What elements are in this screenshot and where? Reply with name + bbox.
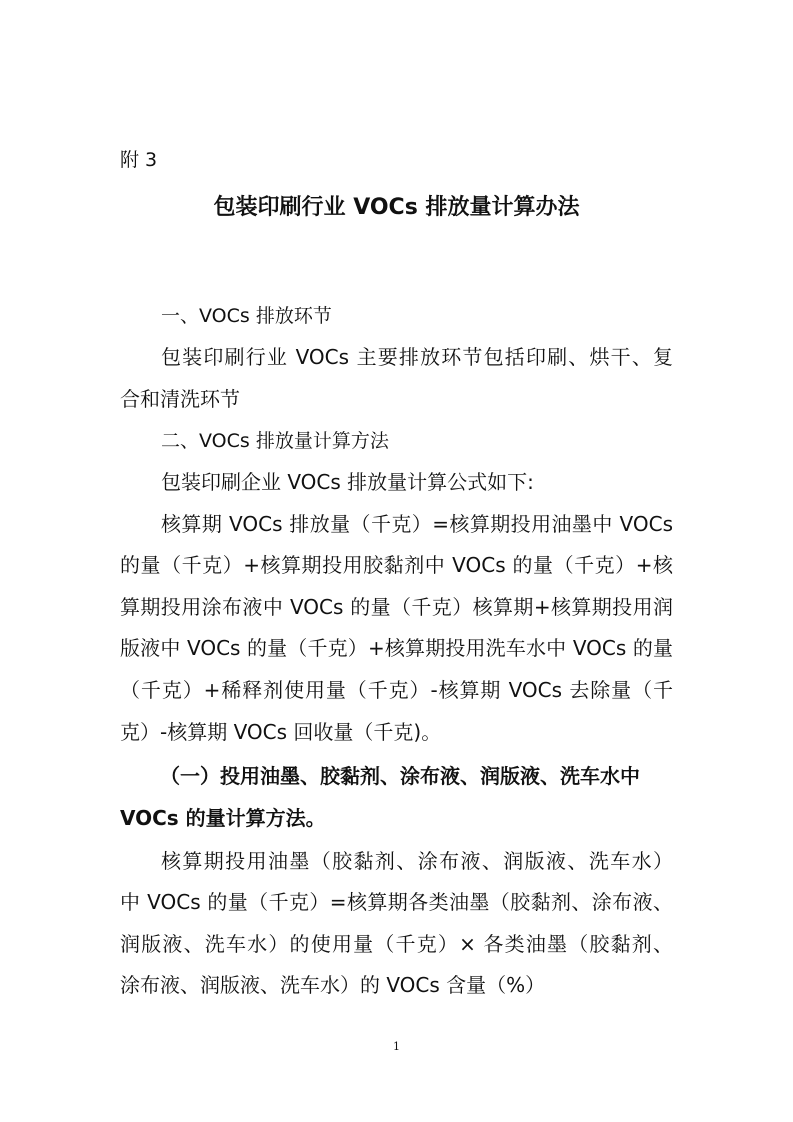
annex-label: 附 3 <box>120 149 158 171</box>
subsection-1-line: 涂布液、润版液、洗车水）的 VOCs 含量（%） <box>120 973 546 997</box>
section-1-line: 包装印刷行业 VOCs 主要排放环节包括印刷、烘干、复 <box>161 345 673 369</box>
subsection-1-heading: VOCs 的量计算方法。 <box>120 806 326 830</box>
formula-line: （千克）+稀释剂使用量（千克）-核算期 VOCs 去除量（千 <box>120 678 673 702</box>
subsection-1-heading: （一）投用油墨、胶黏剂、涂布液、润版液、洗车水中 <box>160 764 640 788</box>
subsection-1-line: 中 VOCs 的量（千克）=核算期各类油墨（胶黏剂、涂布液、 <box>120 890 673 914</box>
subsection-1-line: 核算期投用油墨（胶黏剂、涂布液、润版液、洗车水） <box>161 849 673 873</box>
section-1-heading: 一、VOCs 排放环节 <box>161 305 332 327</box>
document-title: 包装印刷行业 VOCs 排放量计算办法 <box>213 195 580 220</box>
page-number: 1 <box>393 1040 400 1053</box>
formula-line: 克）-核算期 VOCs 回收量（千克)。 <box>120 720 442 744</box>
formula-line: 版液中 VOCs 的量（千克）+核算期投用洗车水中 VOCs 的量 <box>120 636 673 660</box>
section-2-heading: 二、VOCs 排放量计算方法 <box>161 430 389 452</box>
formula-line: 算期投用涂布液中 VOCs 的量（千克）核算期+核算期投用润 <box>120 595 673 619</box>
section-2-intro: 包装印刷企业 VOCs 排放量计算公式如下: <box>161 470 534 494</box>
section-1-line: 合和清洗环节 <box>120 387 240 411</box>
subsection-1-line: 润版液、洗车水）的使用量（千克）× 各类油墨（胶黏剂、 <box>120 932 673 956</box>
formula-line: 核算期 VOCs 排放量（千克）=核算期投用油墨中 VOCs <box>161 512 673 536</box>
formula-line: 的量（千克）+核算期投用胶黏剂中 VOCs 的量（千克）+核 <box>120 553 673 577</box>
